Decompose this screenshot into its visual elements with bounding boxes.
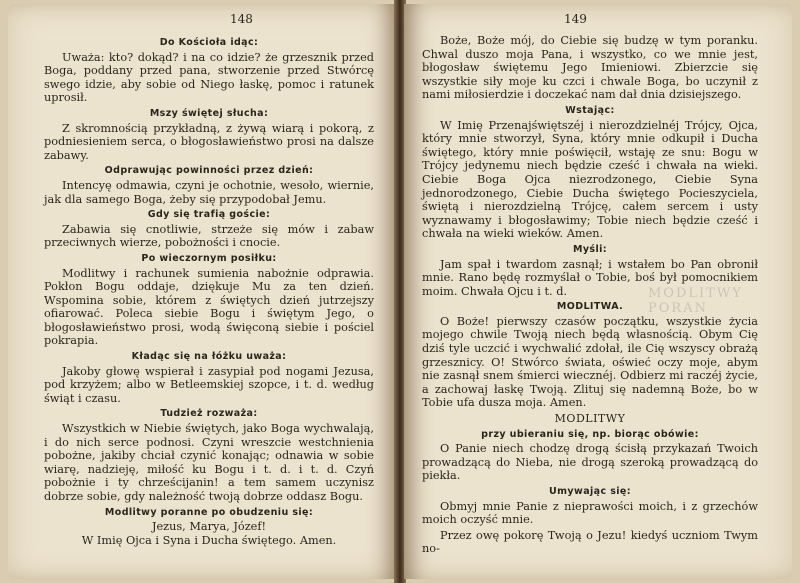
paragraph: Jakoby głowę wspierał i zasypiał pod nogami Jezusa, pod krzyżem; albo w Betleemskiej szopce, i t. d. według świąt i czasu. [44, 364, 374, 405]
paragraph: Przez owę pokorę Twoją o Jezu! kiedyś uczniom Twym no- [422, 528, 758, 556]
section-heading: przy ubieraniu się, np. biorąc obówie: [481, 428, 699, 440]
section-heading: Umywając się: [549, 486, 631, 497]
section-heading: Kładąc się na łóżku uważa: [131, 351, 287, 363]
paragraph: Zabawia się cnotliwie, strzeże się mów i zabaw przeciwnych wierze, pobożności i cnocie. [44, 222, 374, 250]
paragraph: Intencyę odmawia, czyni je ochotnie, wesoło, wiernie, jak dla samego Boga, żeby się przypodobał Jemu. [44, 178, 374, 206]
centered-line: W Imię Ojca i Syna i Ducha świętego. Amen. [81, 533, 337, 547]
section-heading: Odprawując powinności przez dzień: [104, 165, 314, 177]
section-heading: Tudzież rozważa: [160, 408, 258, 420]
centered-line: Jezus, Marya, Józef! [151, 520, 267, 534]
paragraph: Boże, Boże mój, do Ciebie się budzę w tym poranku. Chwal duszo moja Pana, i wszystko, co we mnie jest, błogosław świętemu Jego Imieniowi. Zbierzcie się wszystkie siły moje ku czci i chwale Boga, bo uczynił z nami miłosierdzie i doczekać nam dał dnia dzisiejszego. [422, 34, 758, 102]
paragraph: Obmyj mnie Panie z nieprawości moich, i z grzechów moich oczyść mnie. [422, 499, 758, 527]
page-number: 149 [564, 12, 587, 26]
paragraph: W Imię Przenajświętszéj i nierozdzielnéj Trójcy, Ojca, który mnie stworzył, Syna, który mnie odkupił i Ducha świętego, który mnie poświęcił, wstaję ze snu: Bogu w Trójcy jedynemu niech będzie cześć i chwała na wieki. Ciebie Boga Ojca niezrodzonego, Ciebie Syna jednorodzonego, Ciebie Ducha świętego Pocieszyciela, świętą i nierozdzielną Trójcę, całem sercem i usty wyznawamy i błogosławimy; Tobie niech będzie cześć i chwała na wieki wieków. Amen. [422, 118, 758, 241]
left-page [8, 4, 396, 579]
section-heading: Mszy świętej słucha: [149, 107, 269, 119]
section-heading: Po wieczornym posiłku: [141, 252, 277, 264]
paragraph: Wszystkich w Niebie świętych, jako Boga wychwalają, i do nich serce podnosi. Czyni wreszcie westchnienia pobożne, jakiby chciał czynić konając; odnawia w sobie wiarę, nadzieję, miłość ku Bogu i t. d. i t. d. Czyń pobożnie i ty chrześcijanin! a tem samem uczynisz dobrze sobie, gdy należność twoją dobrze oddasz Bogu. [44, 422, 374, 503]
paragraph: Jam spał i twardom zasnął; i wstałem bo Pan obronił mnie. Rano będę rozmyślał o Tobie, boś był pomocnikiem moim. Chwała Ojcu i t. d. [422, 257, 758, 298]
section-heading: Modlitwy poranne po obudzeniu się: [104, 506, 314, 518]
page-number: 148 [230, 12, 253, 26]
section-heading: Myśli: [572, 243, 607, 255]
paragraph: O Boże! pierwszy czasów początku, wszystkie życia mojego chwile Twoją niech będą własnością. Obym Cię dziś tyle uczcić i wychwalić zdołał, ile Cię wszyscy obrażą grzesznicy. O! Stwórco świata, oświeć oczy moje, abym nie zasnął snem śmierci wiecznéj. Odbierz mi raczéj życie, a zachowaj łaskę Twoją. Zlituj się nademną Boże, bo w Tobie ufa dusza moja. Amen. [422, 314, 758, 410]
bleed-through-text: MODLITWY PORAN [648, 286, 743, 316]
paragraph: Z skromnością przykładną, z żywą wiarą i pokorą, z podniesieniem serca, o błogosławieństwo prosi na dalsze zabawy. [44, 121, 374, 162]
section-heading: Gdy się trafią goście: [147, 209, 271, 221]
paragraph: O Panie niech chodzę drogą ścisłą przykazań Twoich prowadzącą do Nieba, nie drogą szeroką prowadzącą do piekła. [422, 442, 758, 483]
section-heading: MODLITWY [554, 412, 626, 426]
paragraph: Uważa: kto? dokąd? i na co idzie? że grzesznik przed Boga, poddany przed pana, stworzenie przed Stwórcę swego idzie, aby sobie od Niego łaskę, pomoc i ratunek uprosił. [44, 50, 374, 105]
page-text [422, 34, 758, 558]
right-page [404, 4, 792, 579]
section-heading: Wstając: [565, 104, 615, 116]
section-heading: MODLITWA. [556, 301, 624, 313]
paragraph: Modlitwy i rachunek sumienia nabożnie odprawia. Pokłon Bogu oddaje, dziękuje Mu za ten dzień. Wspomina sobie, którem z świętych dzień jutrzejszy ofiarować. Poleca siebie Bogu i świętym Jego, o błogosławieństwo prosi, wodą święconą siebie i pościel pokrapia. [44, 266, 374, 348]
section-heading: Do Kościoła idąc: [159, 37, 259, 48]
page-text [44, 34, 374, 547]
